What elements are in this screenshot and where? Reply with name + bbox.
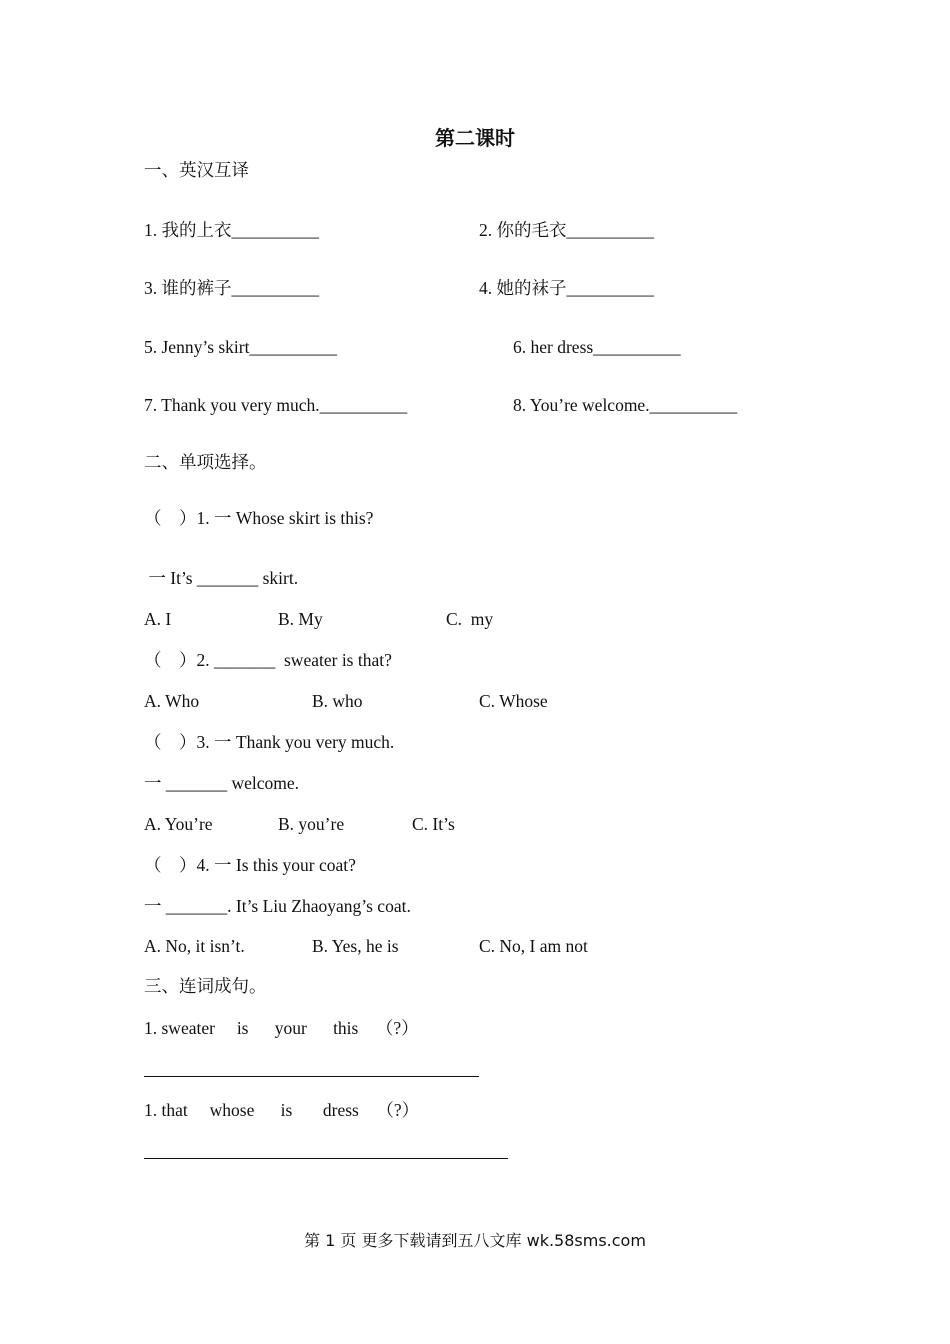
question-3-option-c: C. It’s bbox=[412, 814, 455, 834]
answer-line-1 bbox=[144, 1076, 479, 1077]
question-1-answer: 一 It’s _______ skirt. bbox=[144, 568, 299, 588]
question-2-option-c: C. Whose bbox=[479, 691, 548, 711]
question-3-option-a: A. You’re bbox=[144, 814, 213, 834]
question-2-stem: （ ）2. _______ sweater is that? bbox=[144, 650, 392, 670]
question-1-option-a: A. I bbox=[144, 609, 172, 629]
question-4-option-a: A. No, it isn’t. bbox=[144, 936, 245, 956]
answer-line-2 bbox=[144, 1158, 508, 1159]
translation-item-2: 2. 你的毛衣__________ bbox=[479, 220, 654, 240]
question-2-option-a: A. Who bbox=[144, 691, 200, 711]
section-heading-translation: 一、英汉互译 bbox=[144, 161, 249, 181]
translation-item-1: 1. 我的上衣__________ bbox=[144, 220, 319, 240]
translation-item-4: 4. 她的袜子__________ bbox=[479, 278, 654, 298]
question-4-answer: 一 _______. It’s Liu Zhaoyang’s coat. bbox=[144, 896, 411, 916]
translation-item-6: 6. her dress__________ bbox=[513, 337, 681, 357]
translation-item-3: 3. 谁的裤子__________ bbox=[144, 278, 319, 298]
question-3-answer: 一 _______ welcome. bbox=[144, 773, 300, 793]
page-footer: 第 1 页 更多下载请到五八文库 wk.58sms.com bbox=[304, 1231, 646, 1250]
question-3-stem: （ ）3. 一 Thank you very much. bbox=[144, 732, 395, 752]
question-1-stem: （ ）1. 一 Whose skirt is this? bbox=[144, 508, 374, 528]
section-heading-sentence: 三、连词成句。 bbox=[144, 977, 267, 997]
question-4-option-b: B. Yes, he is bbox=[312, 936, 399, 956]
translation-item-8: 8. You’re welcome.__________ bbox=[513, 395, 738, 415]
question-1-option-b: B. My bbox=[278, 609, 323, 629]
translation-item-5: 5. Jenny’s skirt__________ bbox=[144, 337, 337, 357]
question-2-option-b: B. who bbox=[312, 691, 363, 711]
question-3-option-b: B. you’re bbox=[278, 814, 345, 834]
section-heading-choice: 二、单项选择。 bbox=[144, 453, 267, 473]
sentence-item-2: 1. that whose is dress （?） bbox=[144, 1100, 420, 1120]
page-title: 第二课时 bbox=[435, 126, 515, 150]
translation-item-7: 7. Thank you very much.__________ bbox=[144, 395, 408, 415]
question-1-option-c: C. my bbox=[446, 609, 494, 629]
question-4-stem: （ ）4. 一 Is this your coat? bbox=[144, 855, 356, 875]
question-4-option-c: C. No, I am not bbox=[479, 936, 588, 956]
sentence-item-1: 1. sweater is your this （?） bbox=[144, 1018, 419, 1038]
